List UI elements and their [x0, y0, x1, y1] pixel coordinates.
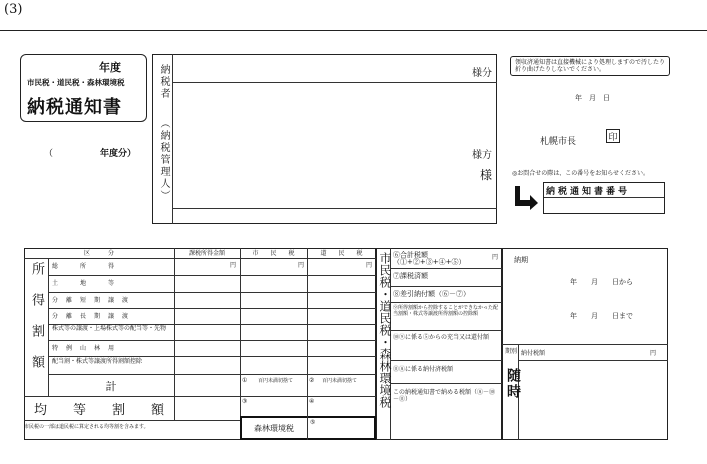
summary-side-label: 市民税・道民税・森林環境税: [378, 252, 392, 408]
seal-mark: 印: [606, 129, 620, 143]
row-total: 計: [105, 379, 117, 393]
notice-number-box: [543, 182, 665, 214]
row-land: 土 地 等: [52, 280, 116, 287]
sama-bun: 様分: [472, 68, 492, 79]
sum-row-paid: ⑪⑧に係る納付済税額: [393, 366, 454, 373]
circ-3: ③: [242, 398, 248, 405]
tax-types: 市民税・道民税・森林環境税: [27, 78, 125, 87]
inquiry-note: ◎お問合せの際は、この番号をお知らせください。: [512, 170, 650, 177]
year-label: 年度: [99, 61, 121, 74]
arrow-icon: [512, 184, 540, 210]
taxpayer-box: [152, 54, 497, 224]
year-part: 年度分）: [100, 149, 137, 159]
sum-yen: 円: [492, 254, 499, 261]
mayor-name: 札幌市長: [540, 137, 577, 147]
amount-yen: 円: [650, 350, 657, 357]
row-long-term: 分 離 長 期 譲 渡: [52, 313, 130, 320]
due-label: 納期: [514, 256, 528, 264]
sum-row-total: ⑥合計税額（①+②+③+④+⑤）: [393, 251, 466, 266]
header-income: 課税所得金額: [188, 250, 225, 257]
sum-row-net: ⑧差引納付額（⑥－⑦）: [393, 290, 470, 298]
round-note-2: 百円未満切捨て: [322, 378, 358, 384]
circ-5: ⑤: [310, 419, 316, 426]
equal-split-label: 均 等 割 額: [33, 403, 164, 418]
year-open: （: [44, 149, 54, 159]
due-to: 年 月 日まで: [570, 312, 633, 320]
row-forest: 特 例 山 林 用: [52, 345, 116, 352]
yen-1: 円: [230, 262, 237, 269]
row-total-income: 総 所 得: [52, 263, 116, 270]
header-kubun: 区 分: [83, 250, 114, 257]
sum-row-refund: ⑩⑨に係る⑤からの充当又は還付額: [393, 334, 490, 341]
amount-label: 納付税額: [521, 350, 546, 357]
page-label: (3): [4, 2, 23, 17]
sum-row-taxed: ⑦課税済額: [393, 272, 428, 280]
yen-2: 円: [298, 262, 305, 269]
circ-1: ①: [242, 377, 248, 384]
circ-2: ②: [309, 377, 315, 384]
row-short-term: 分 離 短 期 譲 渡: [52, 297, 130, 304]
sama: 様: [480, 168, 493, 182]
forest-tax-label: 森林環境税: [254, 423, 294, 433]
row-stocks: 株式等の譲渡・上場株式等の配当等・先物: [52, 325, 167, 332]
document-title: 納税通知書: [27, 97, 122, 118]
period-value: 随時: [505, 368, 521, 400]
receipt-notice: 領収済通知書は直接機械により処理しますので汚したり折り曲げたりしないでください。: [510, 56, 670, 76]
due-from: 年 月 日から: [570, 278, 633, 286]
taxpayer-manager-label: （納税管理人）: [158, 118, 169, 202]
table-note: 市民税の一部は道民税に算定される均等割を含みます。: [24, 424, 149, 430]
circ-4: ④: [309, 398, 315, 405]
header-pref-tax: 道 民 税: [320, 250, 363, 257]
sum-row-deduction: ⑨所得割額から控除することができなかった配当割額・株式等譲渡所得割額の控除額: [393, 305, 499, 317]
income-split-label: 所得割額: [29, 262, 44, 386]
yen-3: 円: [366, 262, 373, 269]
sum-row-due: この納税通知書で納める税額（⑧－⑩－⑪）: [393, 389, 496, 403]
row-dividend-deduction: 配当割・株式等譲渡所得割額控除: [52, 358, 143, 365]
issue-date: 年 月 日: [575, 94, 610, 102]
period-head: 期別: [505, 348, 518, 355]
round-note-1: 百円未満切捨て: [258, 378, 294, 384]
header-city-tax: 市 民 税: [252, 250, 295, 257]
notice-number-label: 納税通知書番号: [546, 187, 631, 197]
title-box: [20, 54, 147, 122]
sama-kata: 様方: [472, 150, 492, 161]
taxpayer-label: 納税者: [158, 64, 169, 100]
